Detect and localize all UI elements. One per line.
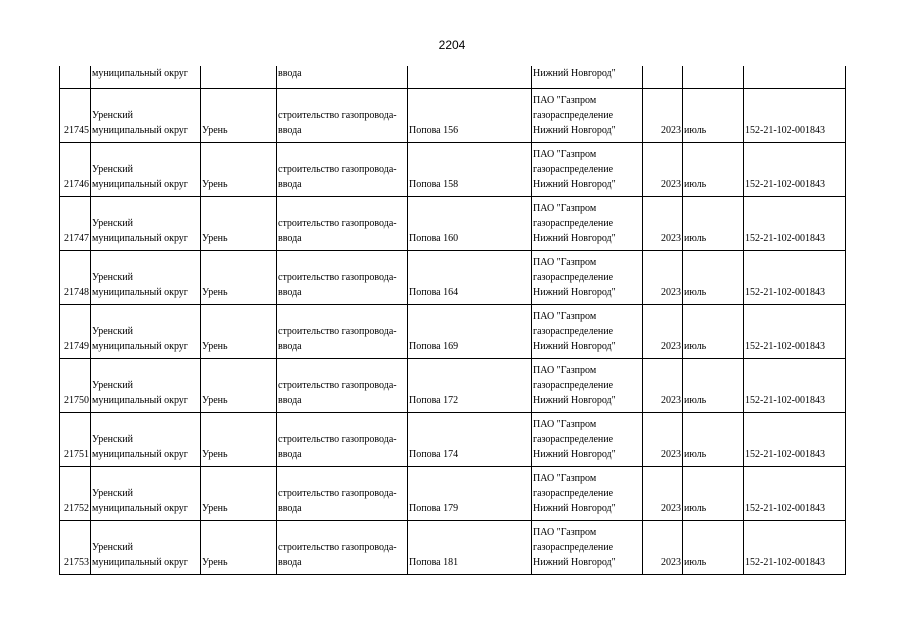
- address-cell: Попова 156: [408, 89, 532, 143]
- district-cell: Уренский муниципальный округ: [91, 413, 201, 467]
- table-row: [60, 413, 846, 467]
- district-cell: Уренский муниципальный округ: [91, 359, 201, 413]
- district-cell: Уренский муниципальный округ: [91, 251, 201, 305]
- table-row: [60, 467, 846, 521]
- table-row: [60, 521, 846, 575]
- address-cell: Попова 169: [408, 305, 532, 359]
- work-type-cell: строительство газопровода- ввода: [277, 359, 408, 413]
- settlement-cell: Урень: [201, 89, 277, 143]
- code-cell: 152-21-102-001843: [744, 89, 846, 143]
- settlement-cell: Урень: [201, 251, 277, 305]
- year-cell: 2023: [643, 521, 683, 575]
- code-cell: [744, 66, 846, 89]
- settlement-cell: Урень: [201, 305, 277, 359]
- work-type-cell: строительство газопровода- ввода: [277, 251, 408, 305]
- month-cell: июль: [683, 251, 744, 305]
- district-cell: Уренский муниципальный округ: [91, 521, 201, 575]
- year-cell: 2023: [643, 305, 683, 359]
- operator-cell: ПАО "Газпром газораспределение Нижний Новгород": [532, 143, 643, 197]
- row-number-cell: 21751: [60, 413, 91, 467]
- operator-cell: ПАО "Газпром газораспределение Нижний Новгород": [532, 359, 643, 413]
- row-number-cell: 21750: [60, 359, 91, 413]
- address-cell: [408, 66, 532, 89]
- row-number-cell: 21746: [60, 143, 91, 197]
- table-row: [60, 66, 846, 89]
- operator-cell: ПАО "Газпром газораспределение Нижний Новгород": [532, 521, 643, 575]
- district-cell: Уренский муниципальный округ: [91, 197, 201, 251]
- year-cell: [643, 66, 683, 89]
- year-cell: 2023: [643, 359, 683, 413]
- month-cell: июль: [683, 521, 744, 575]
- district-cell: Уренский муниципальный округ: [91, 89, 201, 143]
- year-cell: 2023: [643, 251, 683, 305]
- work-type-cell: ввода: [277, 66, 408, 89]
- address-cell: Попова 164: [408, 251, 532, 305]
- code-cell: 152-21-102-001843: [744, 467, 846, 521]
- table-body: [60, 66, 846, 575]
- work-type-cell: строительство газопровода- ввода: [277, 143, 408, 197]
- work-type-cell: строительство газопровода- ввода: [277, 197, 408, 251]
- year-cell: 2023: [643, 89, 683, 143]
- settlement-cell: Урень: [201, 359, 277, 413]
- page-number: 2204: [438, 38, 466, 52]
- table-row: [60, 197, 846, 251]
- row-number-cell: 21749: [60, 305, 91, 359]
- settlement-cell: [201, 66, 277, 89]
- year-cell: 2023: [643, 467, 683, 521]
- operator-cell: ПАО "Газпром газораспределение Нижний Новгород": [532, 467, 643, 521]
- table-row: [60, 143, 846, 197]
- code-cell: 152-21-102-001843: [744, 305, 846, 359]
- work-type-cell: строительство газопровода- ввода: [277, 89, 408, 143]
- operator-cell: ПАО "Газпром газораспределение Нижний Новгород": [532, 413, 643, 467]
- code-cell: 152-21-102-001843: [744, 521, 846, 575]
- address-cell: Попова 160: [408, 197, 532, 251]
- operator-cell: ПАО "Газпром газораспределение Нижний Новгород": [532, 251, 643, 305]
- district-cell: Уренский муниципальный округ: [91, 305, 201, 359]
- registry-table: [59, 66, 846, 575]
- month-cell: июль: [683, 359, 744, 413]
- month-cell: июль: [683, 197, 744, 251]
- row-number-cell: 21748: [60, 251, 91, 305]
- address-cell: Попова 181: [408, 521, 532, 575]
- row-number-cell: [60, 66, 91, 89]
- month-cell: июль: [683, 89, 744, 143]
- year-cell: 2023: [643, 143, 683, 197]
- operator-cell: ПАО "Газпром газораспределение Нижний Новгород": [532, 197, 643, 251]
- code-cell: 152-21-102-001843: [744, 413, 846, 467]
- operator-cell: ПАО "Газпром газораспределение Нижний Новгород": [532, 305, 643, 359]
- month-cell: июль: [683, 413, 744, 467]
- table-row: [60, 89, 846, 143]
- table-row: [60, 359, 846, 413]
- year-cell: 2023: [643, 413, 683, 467]
- row-number-cell: 21753: [60, 521, 91, 575]
- code-cell: 152-21-102-001843: [744, 143, 846, 197]
- address-cell: Попова 179: [408, 467, 532, 521]
- row-number-cell: 21745: [60, 89, 91, 143]
- work-type-cell: строительство газопровода- ввода: [277, 305, 408, 359]
- month-cell: июль: [683, 305, 744, 359]
- row-number-cell: 21747: [60, 197, 91, 251]
- code-cell: 152-21-102-001843: [744, 251, 846, 305]
- operator-cell: ПАО "Газпром газораспределение Нижний Новгород": [532, 89, 643, 143]
- address-cell: Попова 158: [408, 143, 532, 197]
- operator-cell: Нижний Новгород": [532, 66, 643, 89]
- year-cell: 2023: [643, 197, 683, 251]
- work-type-cell: строительство газопровода- ввода: [277, 413, 408, 467]
- work-type-cell: строительство газопровода- ввода: [277, 467, 408, 521]
- month-cell: июль: [683, 143, 744, 197]
- settlement-cell: Урень: [201, 197, 277, 251]
- month-cell: июль: [683, 467, 744, 521]
- work-type-cell: строительство газопровода- ввода: [277, 521, 408, 575]
- district-cell: муниципальный округ: [91, 66, 201, 89]
- table-row: [60, 305, 846, 359]
- code-cell: 152-21-102-001843: [744, 359, 846, 413]
- address-cell: Попова 172: [408, 359, 532, 413]
- table-row: [60, 251, 846, 305]
- settlement-cell: Урень: [201, 521, 277, 575]
- code-cell: 152-21-102-001843: [744, 197, 846, 251]
- district-cell: Уренский муниципальный округ: [91, 143, 201, 197]
- district-cell: Уренский муниципальный округ: [91, 467, 201, 521]
- address-cell: Попова 174: [408, 413, 532, 467]
- row-number-cell: 21752: [60, 467, 91, 521]
- settlement-cell: Урень: [201, 467, 277, 521]
- settlement-cell: Урень: [201, 143, 277, 197]
- month-cell: [683, 66, 744, 89]
- settlement-cell: Урень: [201, 413, 277, 467]
